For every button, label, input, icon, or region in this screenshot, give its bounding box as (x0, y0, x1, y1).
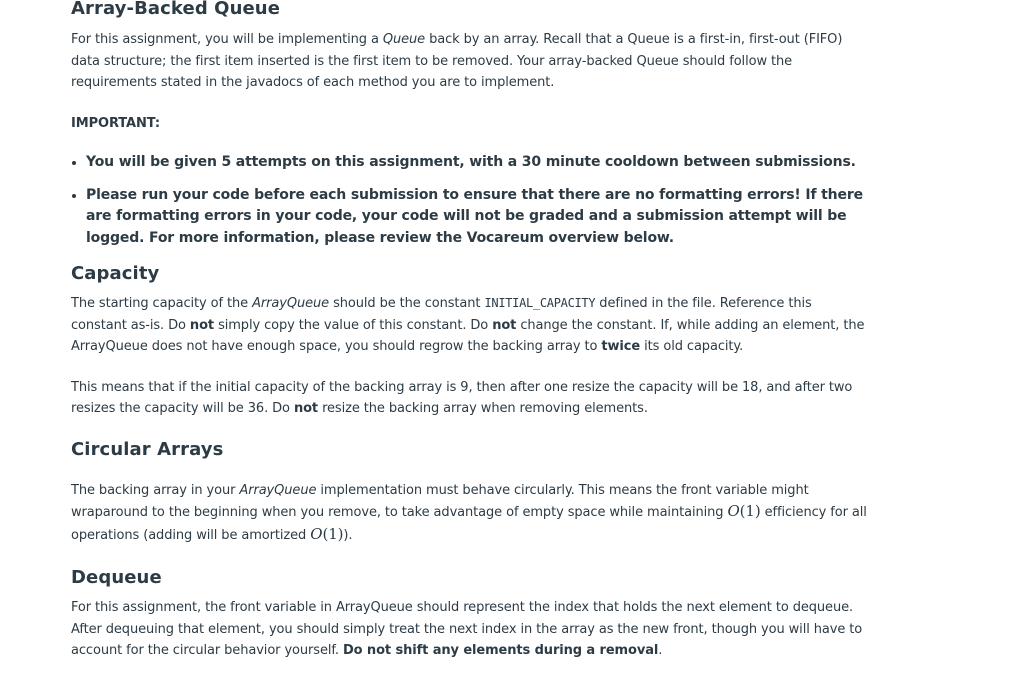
important-label: IMPORTANT: (71, 115, 160, 131)
queue-intro-paragraph: For this assignment, you will be implementing a Queue back by an array. Recall that a Queue is a first-in, first-out (FIFO) data structure; the first item inserted is the first item to be removed. Your array-backed Queue should follow the requirements stated in the javadocs of each method you are to implement. (71, 32, 843, 90)
circular-paragraph: The backing array in your ArrayQueue implementation must behave circularly. This means the front variable might wraparound to the beginning when you remove, to take advantage of empty space while maintaining O(1) efficiency for all operations (adding will be amortized O(1)). (71, 482, 867, 543)
capacity-paragraph-1: The starting capacity of the ArrayQueue should be the constant INITIAL_CAPACITY defined in the file. Reference this constant as-is. Do not simply copy the value of this constant. Do not change the constant. If, while adding an element, the ArrayQueue does not have enough space, you should regrow the backing array to twice its old capacity. (71, 296, 865, 354)
capacity-paragraph-2: This means that if the initial capacity of the backing array is 9, then after one resize the capacity will be 18, and after two resizes the capacity will be 36. Do not resize the backing array when removing elements. (71, 379, 853, 416)
queue-term: Queue (382, 32, 426, 47)
heading-array-backed-queue: Array-Backed Queue (71, 0, 281, 19)
heading-capacity: Capacity (71, 263, 160, 284)
assignment-content (71, 0, 871, 662)
big-o-symbol: O (727, 502, 740, 520)
important-item-formatting: • Please run your code before each submission to ensure that there are no formatting errors! If there are formatting errors in your code, your code will not be graded and a submission attempt will be logged. For more information, please review the Vocareum overview below. (86, 185, 871, 250)
important-item-attempts: • You will be given 5 attempts on this assignment, with a 30 minute cooldown between submissions. (86, 152, 871, 174)
big-o-symbol-amortized: O (310, 524, 323, 543)
dequeue-paragraph: For this assignment, the front variable in ArrayQueue should represent the index that holds the next element to dequeue. After dequeuing that element, you should simply treat the next index in the array as the new front, though you will have to account for the circular behavior yourself. Do not shift any elements during a removal. (71, 600, 863, 658)
heading-dequeue: Dequeue (71, 567, 162, 588)
heading-circular-arrays: Circular Arrays (71, 438, 224, 460)
important-list (71, 152, 871, 249)
initial-capacity-code: INITIAL_CAPACITY (484, 296, 596, 310)
